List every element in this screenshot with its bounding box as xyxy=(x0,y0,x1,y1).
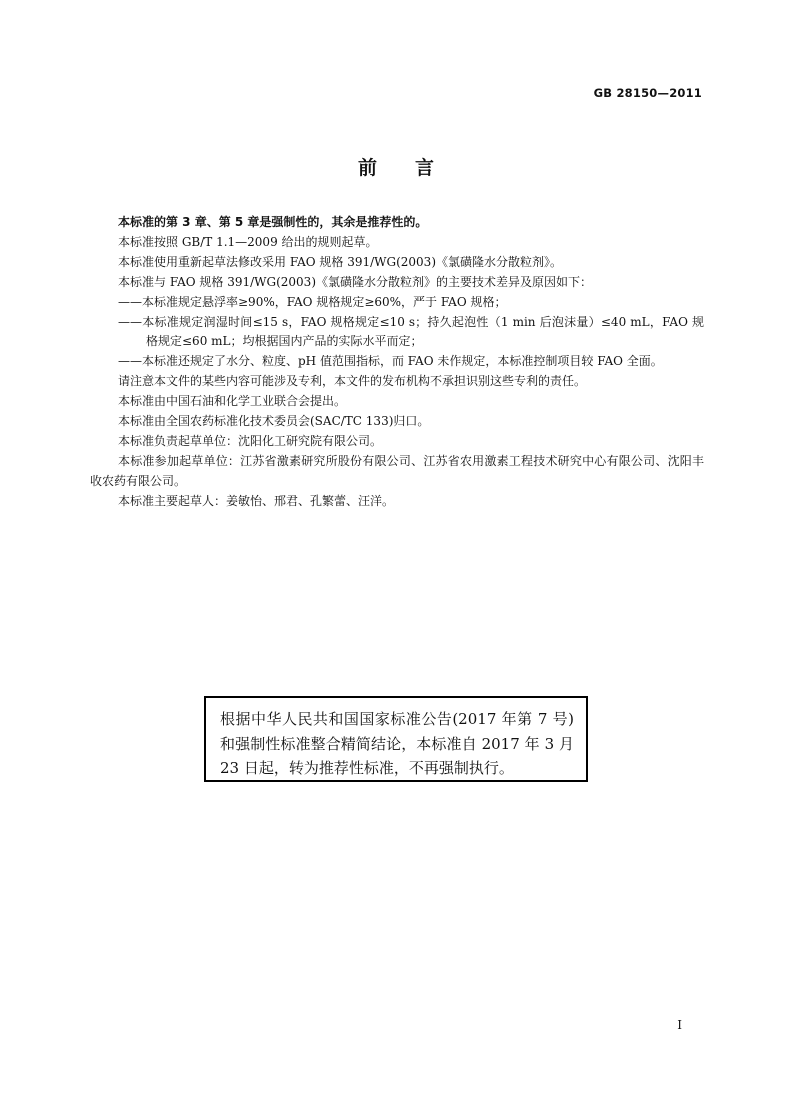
difference-item-additional-indices: ——本标准还规定了水分、粒度、pH 值范围指标，而 FAO 未作规定，本标准控制项目较 FAO 全面。 xyxy=(118,354,663,369)
paragraph-lead-drafter: 本标准负责起草单位：沈阳化工研究院有限公司。 xyxy=(118,433,383,448)
paragraph-main-drafters: 本标准主要起草人：姜敏怡、邢君、孔繁蕾、汪洋。 xyxy=(118,493,395,508)
paragraph-patent-notice: 请注意本文件的某些内容可能涉及专利，本文件的发布机构不承担识别这些专利的责任。 xyxy=(118,374,587,389)
paragraph-participating-drafters: 本标准参加起草单位：江苏省激素研究所股份有限公司、江苏省农用激素工程技术研究中心有限公司、沈阳丰收农药有限公司。 xyxy=(90,453,704,488)
standard-code: GB 28150—2011 xyxy=(593,86,702,100)
difference-item-suspensibility: ——本标准规定悬浮率≥90%，FAO 规格规定≥60%，严于 FAO 规格； xyxy=(118,294,507,309)
foreword-body xyxy=(90,213,704,512)
paragraph-mandatory-chapters: 本标准的第 3 章、第 5 章是强制性的，其余是推荐性的。 xyxy=(118,215,428,229)
status-notice-box: 根据中华人民共和国国家标准公告(2017 年第 7 号)和强制性标准整合精简结论，本标准自 2017 年 3 月 23 日起，转为推荐性标准，不再强制执行。 xyxy=(204,696,588,782)
paragraph-differences-intro: 本标准与 FAO 规格 391/WG(2003)《氯磺隆水分散粒剂》的主要技术差异及原因如下： xyxy=(118,274,593,289)
paragraph-adoption-method: 本标准使用重新起草法修改采用 FAO 规格 391/WG(2003)《氯磺隆水分散粒剂》。 xyxy=(118,254,563,269)
difference-item-wetting-foam: ——本标准规定润湿时间≤15 s，FAO 规格规定≤10 s；持久起泡性（1 min 后泡沫量）≤40 mL，FAO 规格规定≤60 mL；均根据国内产品的实际水平而定； xyxy=(118,314,704,349)
page-title: 前 言 xyxy=(357,157,434,179)
paragraph-drafting-rules: 本标准按照 GB/T 1.1—2009 给出的规则起草。 xyxy=(118,234,378,249)
page-number: I xyxy=(677,1018,682,1032)
paragraph-proposer: 本标准由中国石油和化学工业联合会提出。 xyxy=(118,394,347,409)
paragraph-technical-committee: 本标准由全国农药标准化技术委员会(SAC/TC 133)归口。 xyxy=(118,414,430,429)
